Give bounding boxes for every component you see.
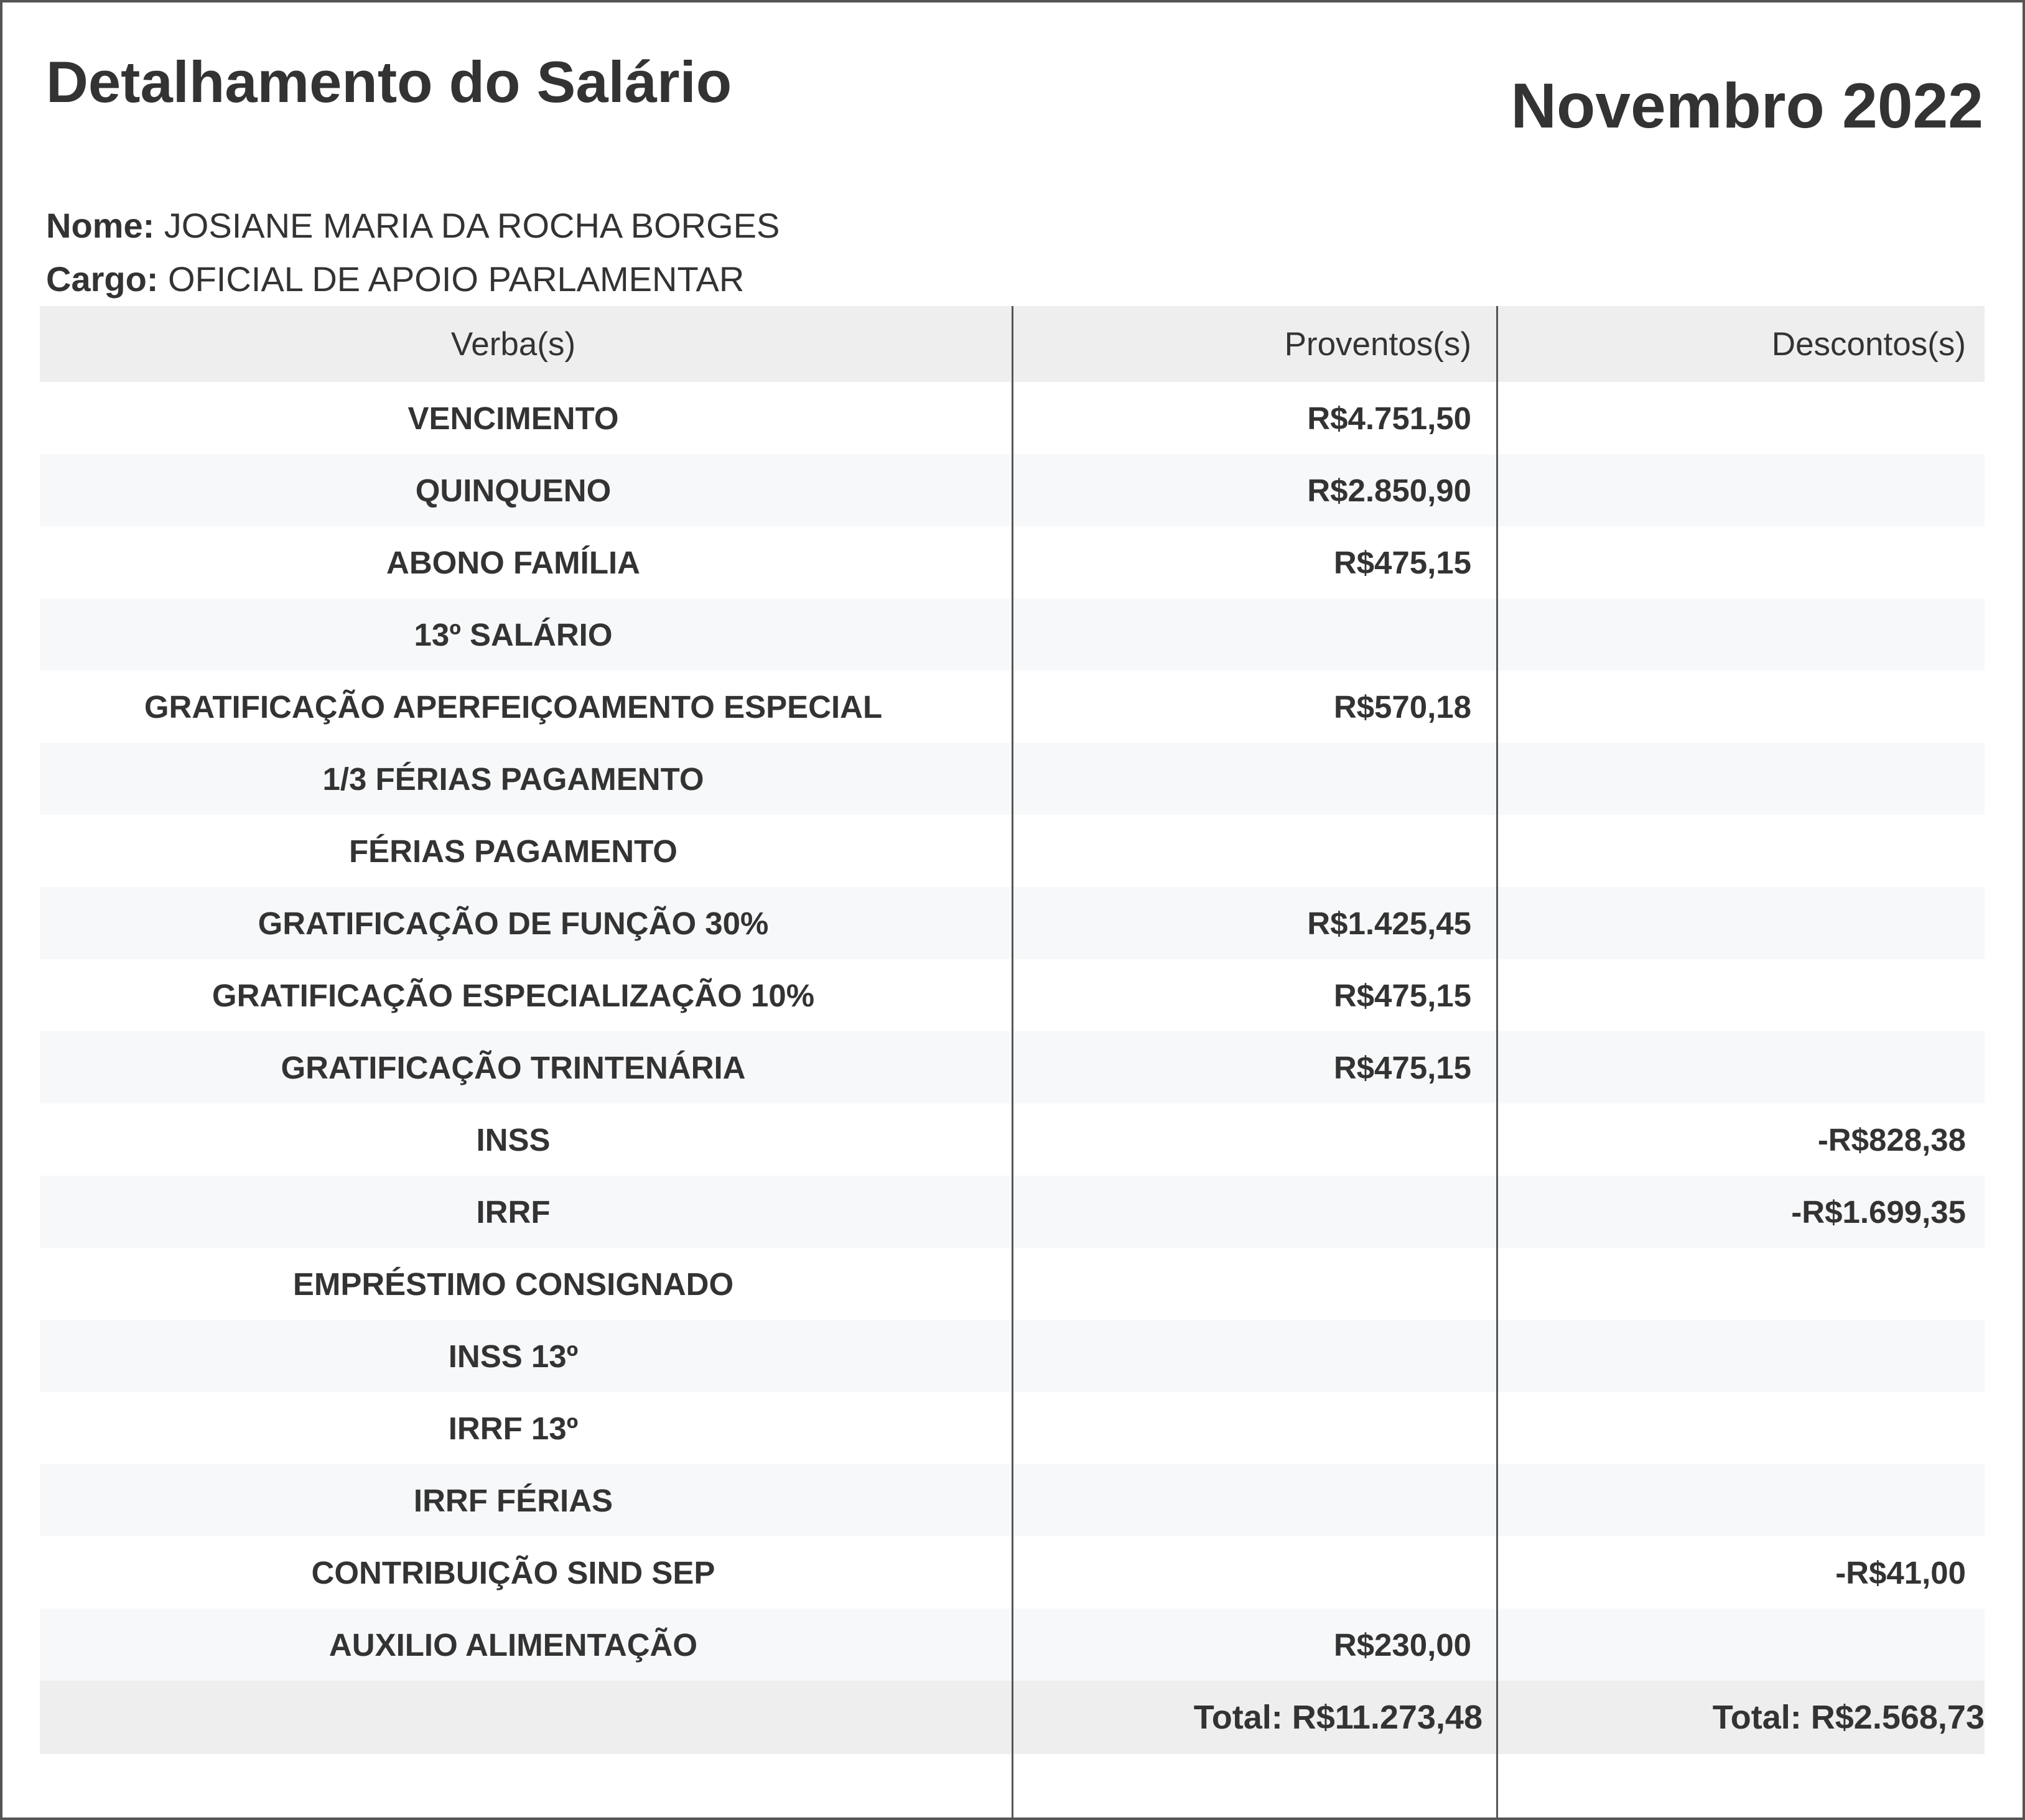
proventos-cell — [1012, 1392, 1496, 1464]
descontos-cell — [1496, 526, 1985, 598]
descontos-cell — [1496, 1464, 1985, 1536]
proventos-cell: R$230,00 — [1333, 1627, 1471, 1663]
proventos-cell: R$2.850,90 — [1307, 472, 1471, 508]
proventos-cell: R$4.751,50 — [1307, 400, 1471, 436]
verba-cell: GRATIFICAÇÃO ESPECIALIZAÇÃO 10% — [212, 977, 815, 1013]
proventos-cell: R$1.425,45 — [1307, 905, 1471, 941]
proventos-cell — [1012, 1103, 1496, 1176]
descontos-cell — [1496, 959, 1985, 1031]
name-value: JOSIANE MARIA DA ROCHA BORGES — [164, 206, 780, 245]
descontos-cell — [1496, 598, 1985, 671]
verba-cell: VENCIMENTO — [407, 400, 619, 436]
descontos-cell — [1496, 1320, 1985, 1392]
period-label: Novembro 2022 — [1511, 70, 1983, 141]
employee-role-line — [46, 259, 744, 299]
proventos-cell — [1012, 1320, 1496, 1392]
descontos-cell: -R$41,00 — [1835, 1554, 1966, 1590]
descontos-cell — [1496, 743, 1985, 815]
proventos-cell — [1012, 1248, 1496, 1320]
column-divider — [1496, 306, 1498, 1820]
descontos-cell — [1496, 1248, 1985, 1320]
descontos-cell — [1496, 382, 1985, 454]
page-title: Detalhamento do Salário — [46, 49, 732, 114]
verba-cell: INSS — [476, 1121, 551, 1158]
proventos-cell: R$475,15 — [1333, 544, 1471, 580]
column-divider — [1012, 306, 1013, 1820]
proventos-cell: R$570,18 — [1333, 689, 1471, 725]
column-header-verba: Verba(s) — [450, 325, 576, 363]
verba-cell: IRRF 13º — [448, 1410, 579, 1446]
verba-cell: ABONO FAMÍLIA — [386, 544, 640, 580]
verba-cell: 1/3 FÉRIAS PAGAMENTO — [322, 761, 704, 797]
employee-name-line — [46, 205, 780, 246]
verba-cell: GRATIFICAÇÃO APERFEIÇOAMENTO ESPECIAL — [144, 689, 883, 725]
descontos-cell — [1496, 1031, 1985, 1103]
column-header-descontos: Descontos(s) — [1771, 325, 1966, 363]
verba-cell: INSS 13º — [448, 1338, 579, 1374]
name-label: Nome: — [46, 206, 155, 245]
proventos-cell — [1012, 743, 1496, 815]
proventos-cell: R$475,15 — [1333, 1049, 1471, 1085]
proventos-cell: R$475,15 — [1333, 977, 1471, 1013]
verba-cell: GRATIFICAÇÃO TRINTENÁRIA — [281, 1049, 746, 1085]
total-verba-cell — [40, 1681, 1012, 1754]
descontos-cell: -R$828,38 — [1817, 1121, 1966, 1158]
descontos-cell: -R$1.699,35 — [1791, 1194, 1966, 1230]
column-header-proventos: Proventos(s) — [1284, 325, 1471, 363]
descontos-cell — [1496, 671, 1985, 743]
proventos-cell — [1012, 1536, 1496, 1609]
descontos-cell — [1496, 887, 1985, 959]
verba-cell: 13º SALÁRIO — [414, 616, 613, 652]
verba-cell: GRATIFICAÇÃO DE FUNÇÃO 30% — [258, 905, 769, 941]
proventos-cell — [1012, 815, 1496, 887]
total-proventos: Total: R$11.273,48 — [1193, 1699, 1483, 1736]
descontos-cell — [1496, 1392, 1985, 1464]
verba-cell: AUXILIO ALIMENTAÇÃO — [328, 1627, 698, 1663]
role-value: OFICIAL DE APOIO PARLAMENTAR — [168, 259, 745, 299]
verba-cell: IRRF FÉRIAS — [413, 1482, 613, 1518]
descontos-cell — [1496, 1609, 1985, 1681]
role-label: Cargo: — [46, 259, 159, 299]
proventos-cell — [1012, 598, 1496, 671]
proventos-cell — [1012, 1176, 1496, 1248]
descontos-cell — [1496, 815, 1985, 887]
verba-cell: FÉRIAS PAGAMENTO — [349, 833, 677, 869]
proventos-cell — [1012, 1464, 1496, 1536]
descontos-cell — [1496, 454, 1985, 526]
verba-cell: CONTRIBUIÇÃO SIND SEP — [311, 1554, 715, 1590]
total-descontos: Total: R$2.568,73 — [1712, 1699, 1985, 1736]
verba-cell: IRRF — [476, 1194, 551, 1230]
verba-cell: QUINQUENO — [415, 472, 612, 508]
verba-cell: EMPRÉSTIMO CONSIGNADO — [292, 1266, 734, 1302]
